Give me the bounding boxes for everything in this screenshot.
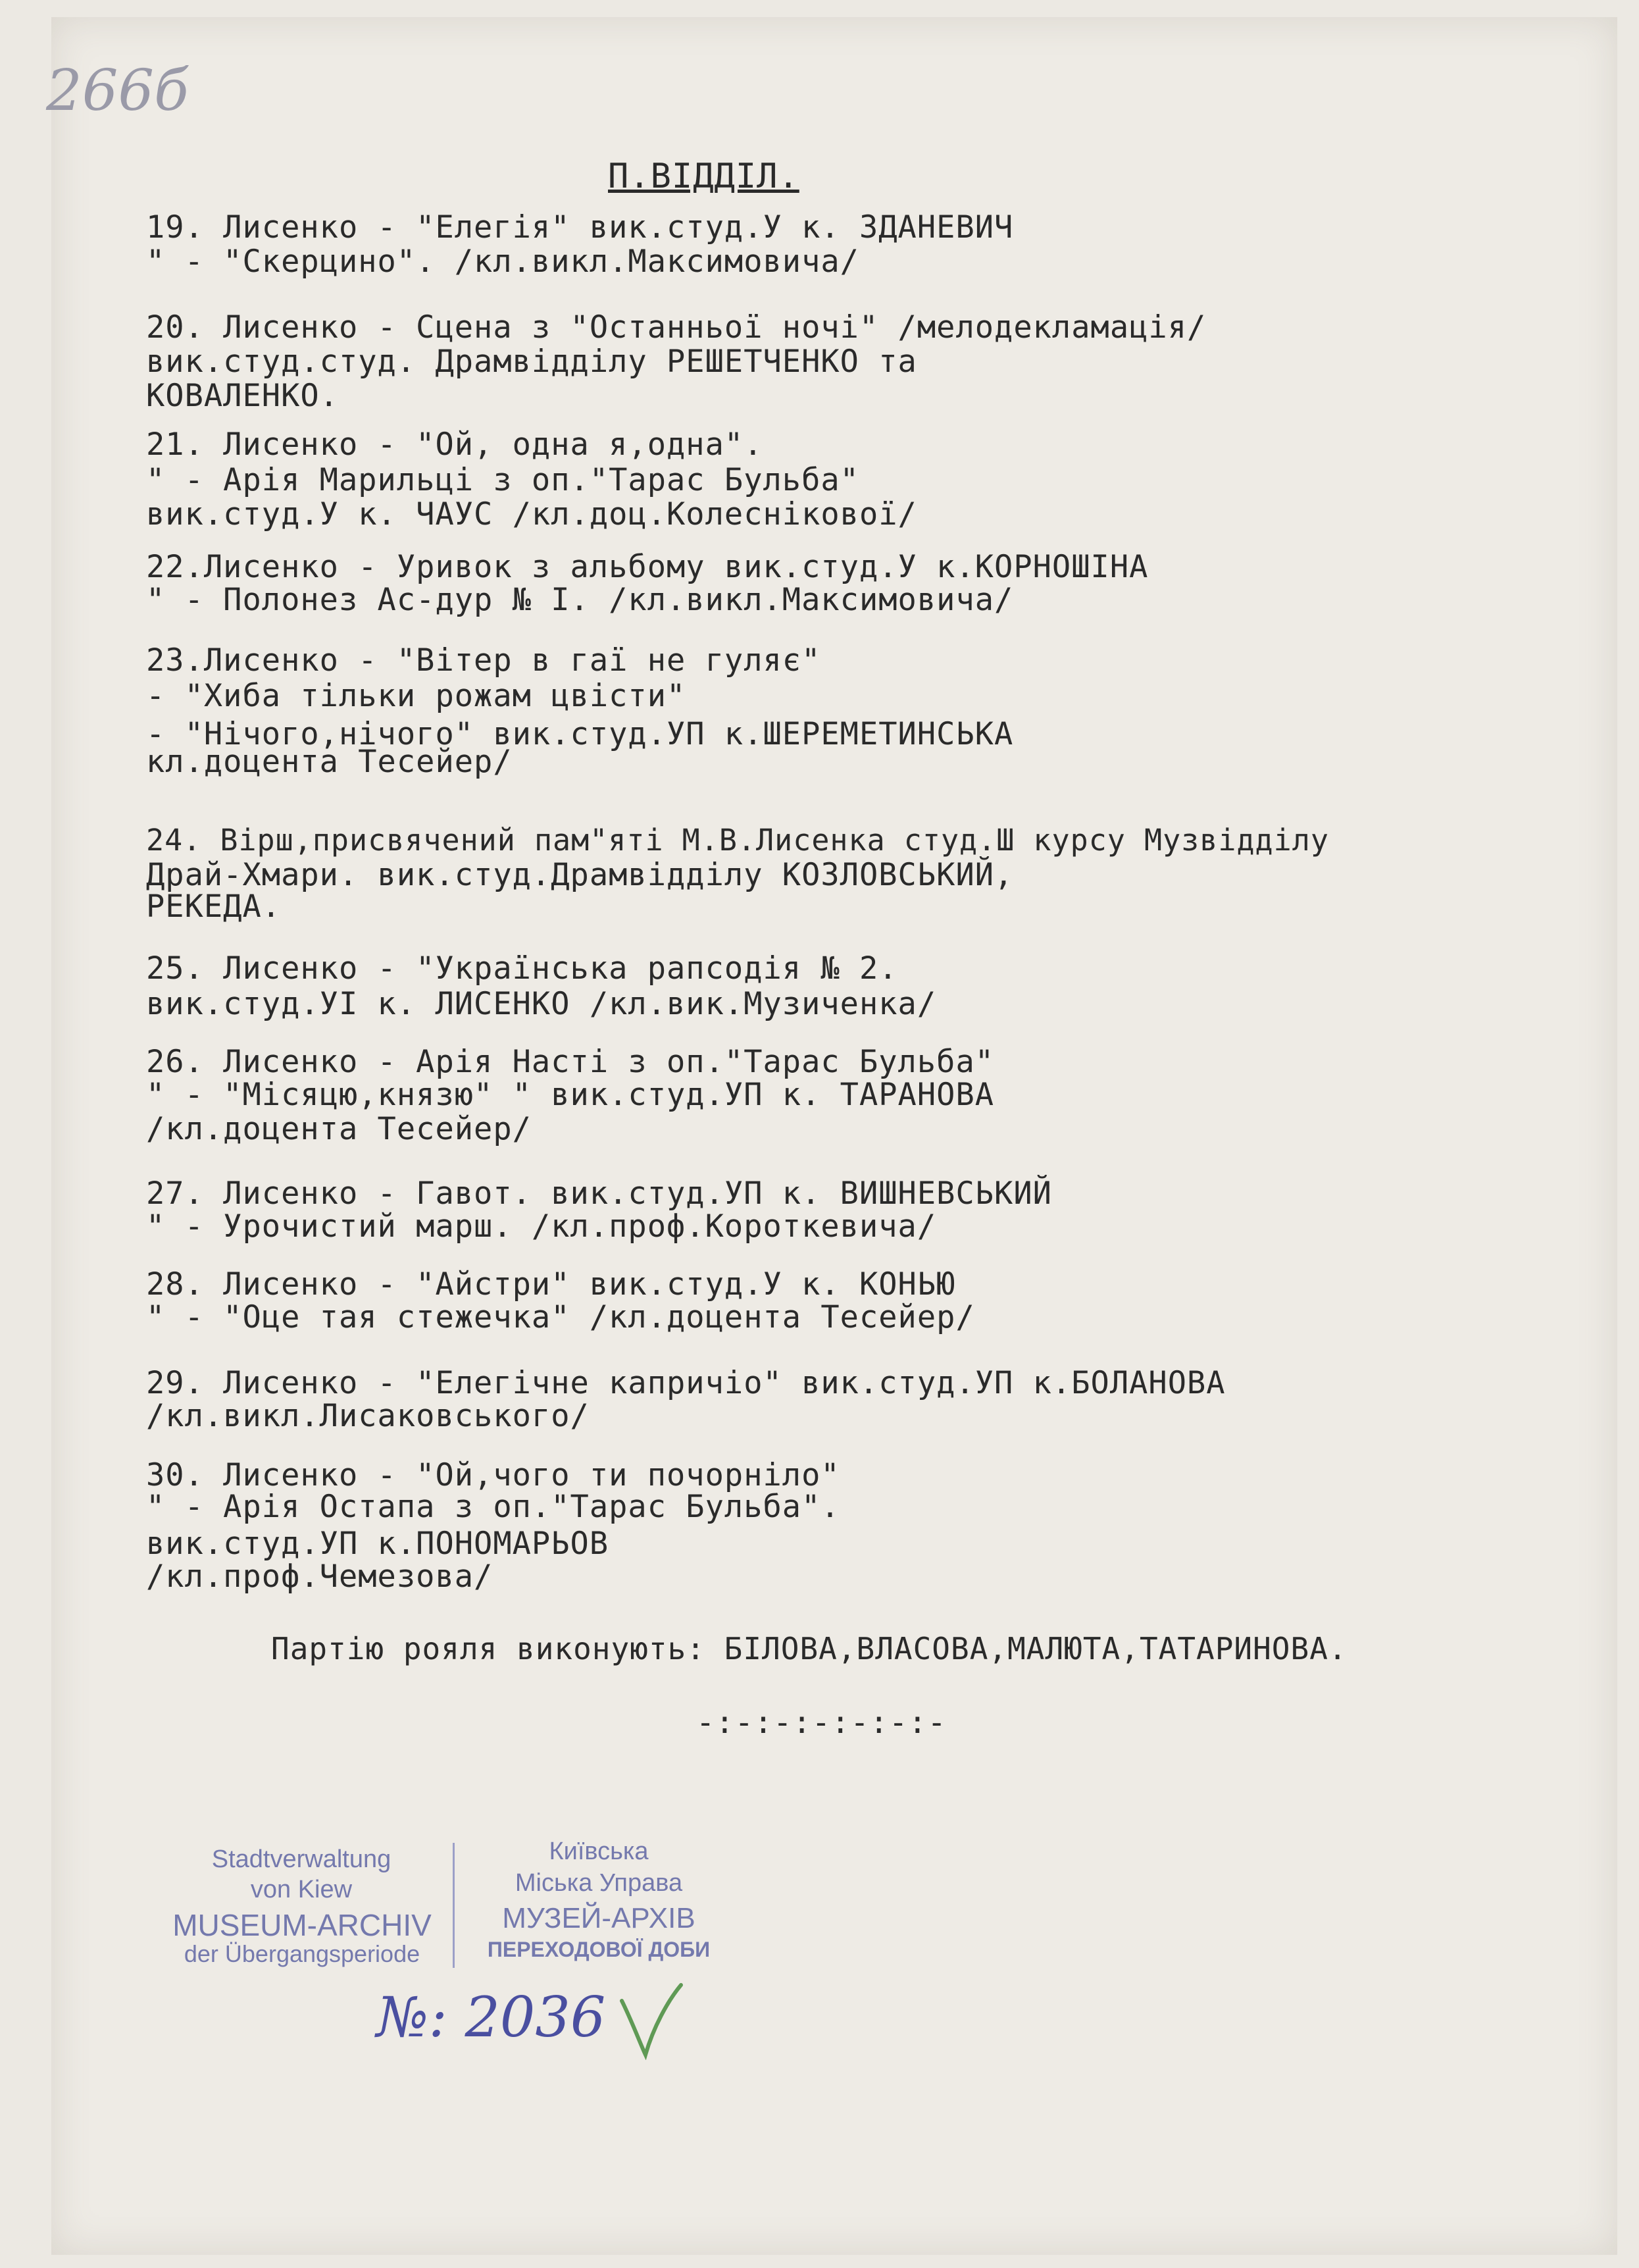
stamp-text-de: von Kiew <box>250 1876 353 1903</box>
program-line: /кл.доцента Тесейер/ <box>146 1111 532 1147</box>
program-line: 19. Лисенко - "Елегія" вик.студ.У к. ЗДАНЕВИЧ <box>146 209 1014 245</box>
program-line: /кл.викл.Лисаковського/ <box>146 1398 590 1434</box>
program-line: " - "Оце тая стежечка" /кл.доцента Тесейер/ <box>146 1299 975 1335</box>
program-line: 27. Лисенко - Гавот. вик.студ.УП к. ВИШНЕВСЬКИЙ <box>146 1175 1052 1212</box>
stamp-text-ua: Київська <box>549 1838 649 1865</box>
program-line: /кл.проф.Чемезова/ <box>146 1559 493 1595</box>
program-line: 21. Лисенко - "Ой, одна я,одна". <box>146 426 763 463</box>
program-line: вик.студ.У к. ЧАУС /кл.доц.Колеснікової/ <box>146 496 917 532</box>
program-line: 24. Вірш,присвячений пам"яті М.В.Лисенка студ.Ш курсу Музвідділу <box>146 823 1329 858</box>
archive-page-number: 266б <box>46 58 189 124</box>
program-line: " - Арія Остапа з оп."Тарас Бульба". <box>146 1489 840 1525</box>
program-line: КОВАЛЕНКО. <box>146 378 339 414</box>
stamp-text-de: Stadtverwaltung <box>211 1845 391 1873</box>
program-line: вик.студ.студ. Драмвідділу РЕШЕТЧЕНКО та <box>146 344 917 380</box>
program-line: вик.студ.УІ к. ЛИСЕНКО /кл.вик.Музиченка/ <box>146 986 937 1022</box>
program-line: 20. Лисенко - Сцена з "Останньої ночі" /мелодекламація/ <box>146 309 1207 346</box>
piano-performers-line: Партію рояля виконують: БІЛОВА,ВЛАСОВА,МАЛЮТА,ТАТАРИНОВА. <box>271 1631 1348 1666</box>
program-line: Драй-Хмари. вик.студ.Драмвідділу КОЗЛОВСЬКИЙ, <box>146 857 1014 893</box>
inventory-number: №: 2036 <box>376 1985 606 2049</box>
section-heading: П.ВІДДІЛ. <box>608 157 799 196</box>
program-line: 28. Лисенко - "Айстри" вик.студ.У к. КОНЬЮ <box>146 1266 956 1302</box>
program-line: 25. Лисенко - "Українська рапсодія № 2. <box>146 950 898 987</box>
stamp-text-ua: МУЗЕЙ-АРХІВ <box>502 1902 695 1934</box>
check-mark-icon <box>615 1981 688 2060</box>
program-line: " - Урочистий марш. /кл.проф.Короткевича/ <box>146 1208 937 1245</box>
program-line: " - "Місяцю,князю" " вик.студ.УП к. ТАРАНОВА <box>146 1077 995 1113</box>
program-line: 30. Лисенко - "Ой,чого ти почорніло" <box>146 1457 840 1493</box>
program-line: " - "Скерцино". /кл.викл.Максимовича/ <box>146 244 859 280</box>
program-line: кл.доцента Тесейер/ <box>146 744 513 780</box>
stamp-divider <box>453 1843 455 1968</box>
program-line: " - Полонез Ас-дур № I. /кл.викл.Максимовича/ <box>146 582 1014 618</box>
program-line: РЕКЕДА. <box>146 889 282 925</box>
program-line: " - Арія Марильці з оп."Тарас Бульба" <box>146 462 859 498</box>
program-line: 23.Лисенко - "Вітер в гаї не гуляє" <box>146 642 821 679</box>
program-line: 22.Лисенко - Уривок з альбому вик.студ.У к.КОРНОШІНА <box>146 549 1149 585</box>
stamp-text-ua: ПЕРЕХОДОВОЇ ДОБИ <box>487 1938 711 1961</box>
program-line: - "Нічого,нічого" вик.студ.УП к.ШЕРЕМЕТИНСЬКА <box>146 716 1014 752</box>
stamp-text-de: MUSEUM-ARCHIV <box>172 1908 432 1942</box>
program-line: вик.студ.УП к.ПОНОМАРЬОВ <box>146 1526 609 1562</box>
stamp-text-de: der Übergangsperiode <box>184 1940 420 1967</box>
program-line: - "Хиба тільки рожам цвісти" <box>146 678 686 714</box>
stamp-text-ua: Міська Управа <box>515 1869 683 1897</box>
closing-divider: -:-:-:-:-:-:- <box>696 1705 947 1741</box>
program-line: 29. Лисенко - "Елегічне капричіо" вик.студ.УП к.БОЛАНОВА <box>146 1365 1226 1401</box>
program-line: 26. Лисенко - Арія Насті з оп."Тарас Бульба" <box>146 1044 995 1080</box>
